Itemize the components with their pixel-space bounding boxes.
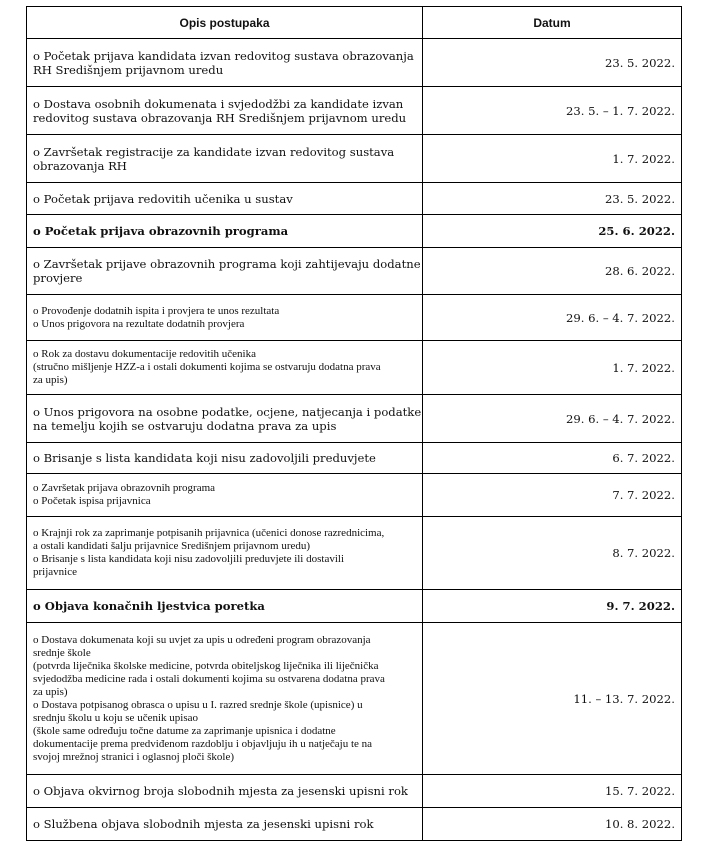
description-line: srednje škole (33, 646, 91, 659)
procedure-description (27, 590, 423, 623)
description-line: o Početak prijava obrazovnih programa (33, 224, 289, 238)
procedure-date: 7. 7. 2022. (423, 474, 682, 517)
description-line: o Unos prigovora na rezultate dodatnih provjera (33, 317, 245, 330)
description-line: RH Središnjem prijavnom uredu (33, 62, 224, 77)
table-row (27, 295, 682, 341)
procedure-date: 29. 6. – 4. 7. 2022. (423, 295, 682, 341)
table-row (27, 87, 682, 135)
description-line: o Završetak prijava obrazovnih programa (33, 482, 216, 494)
description-line: (stručno mišljenje HZZ-a i ostali dokumenti kojima se ostvaruju dodatna prava (33, 361, 381, 373)
description-line: o Dostava osobnih dokumenata i svjedodžbi za kandidate izvan (33, 96, 404, 111)
procedure-date: 15. 7. 2022. (423, 775, 682, 808)
table-row (27, 590, 682, 623)
description-line: o Rok za dostavu dokumentacije redovitih učenika (33, 348, 256, 360)
procedure-description (27, 39, 423, 87)
procedure-date: 8. 7. 2022. (423, 517, 682, 590)
procedure-date: 28. 6. 2022. (423, 248, 682, 295)
table-row (27, 443, 682, 474)
procedure-description (27, 775, 423, 808)
description-line: o Objava okvirnog broja slobodnih mjesta za jesenski upisni rok (33, 784, 408, 798)
description-line: svojoj mrežnoj stranici i oglasnoj ploči škole) (33, 750, 235, 763)
description-line: o Dostava potpisanog obrasca o upisu u I. razred srednje škole (upisnice) u (33, 698, 363, 711)
procedure-date: 9. 7. 2022. (423, 590, 682, 623)
procedure-date: 6. 7. 2022. (423, 443, 682, 474)
procedure-description (27, 395, 423, 443)
table-row (27, 623, 682, 775)
table-header (27, 7, 682, 39)
description-line: o Dostava dokumenata koji su uvjet za upis u određeni program obrazovanja (33, 633, 371, 646)
procedure-description (27, 248, 423, 295)
procedure-date: 29. 6. – 4. 7. 2022. (423, 395, 682, 443)
table-row (27, 775, 682, 808)
description-line: a ostali kandidati šalju prijavnice Središnjem prijavnom uredu) (33, 540, 311, 552)
procedure-date: 23. 5. – 1. 7. 2022. (423, 87, 682, 135)
table-row (27, 808, 682, 841)
description-line: za upis) (33, 374, 68, 386)
procedure-date: 11. – 13. 7. 2022. (423, 623, 682, 775)
header-description: Opis postupaka (27, 7, 423, 39)
procedure-date: 23. 5. 2022. (423, 183, 682, 215)
procedure-description (27, 295, 423, 341)
header-row (27, 7, 682, 39)
table-row (27, 517, 682, 590)
table-row (27, 248, 682, 295)
description-line: provjere (33, 271, 83, 285)
table-row (27, 341, 682, 395)
description-line: o Brisanje s lista kandidata koji nisu zadovoljili preduvjete ili dostavili (33, 553, 345, 565)
description-line: o Brisanje s lista kandidata koji nisu zadovoljili preduvjete (33, 451, 376, 465)
procedure-description (27, 87, 423, 135)
procedure-description (27, 623, 423, 775)
description-line: (škole same određuju točne datume za zaprimanje upisnica i dodatne (33, 724, 336, 737)
procedure-description (27, 474, 423, 517)
table-row (27, 215, 682, 248)
table-row (27, 39, 682, 87)
description-line: o Objava konačnih ljestvica poretka (33, 599, 265, 613)
description-line: o Početak ispisa prijavnica (33, 495, 151, 507)
procedure-description (27, 517, 423, 590)
description-line: redovitog sustava obrazovanja RH Središnjem prijavnom uredu (33, 110, 407, 125)
description-line: o Službena objava slobodnih mjesta za jesenski upisni rok (33, 817, 374, 831)
description-line: o Krajnji rok za zaprimanje potpisanih prijavnica (učenici donose razrednicima, (33, 527, 385, 539)
procedure-date: 10. 8. 2022. (423, 808, 682, 841)
header-date: Datum (423, 7, 682, 39)
procedure-description (27, 215, 423, 248)
description-line: za upis) (33, 685, 68, 698)
description-line: o Završetak prijave obrazovnih programa koji zahtijevaju dodatne (33, 257, 421, 271)
description-line: obrazovanja RH (33, 158, 127, 173)
procedure-date: 25. 6. 2022. (423, 215, 682, 248)
procedure-description (27, 183, 423, 215)
description-line: srednju školu u koju se učenik upisao (33, 711, 198, 724)
table-row (27, 183, 682, 215)
description-line: o Provođenje dodatnih ispita i provjera te unos rezultata (33, 304, 280, 317)
description-line: (potvrda liječnika školske medicine, potvrda obiteljskog liječnika ili liječnička (33, 659, 379, 672)
description-line: na temelju kojih se ostvaruju dodatna prava za upis (33, 418, 337, 433)
table-body (27, 39, 682, 841)
description-line: prijavnice (33, 566, 77, 578)
description-line: o Početak prijava kandidata izvan redovitog sustava obrazovanja (33, 48, 414, 63)
description-line: dokumentacije prema predviđenom razdoblju i objavljuju ih u natječaju te na (33, 737, 373, 750)
table-row (27, 395, 682, 443)
procedure-description (27, 443, 423, 474)
description-line: svjedodžba medicine rada i ostali dokumenti kojima su ostvarena dodatna prava (33, 672, 385, 685)
procedure-description (27, 135, 423, 183)
enrollment-schedule-table (26, 6, 682, 841)
description-line: o Završetak registracije za kandidate izvan redovitog sustava (33, 144, 395, 159)
procedure-description (27, 341, 423, 395)
procedure-date: 1. 7. 2022. (423, 135, 682, 183)
procedure-date: 1. 7. 2022. (423, 341, 682, 395)
procedure-date: 23. 5. 2022. (423, 39, 682, 87)
table-row (27, 135, 682, 183)
procedure-description (27, 808, 423, 841)
description-line: o Unos prigovora na osobne podatke, ocjene, natjecanja i podatke (33, 404, 422, 419)
description-line: o Početak prijava redovitih učenika u sustav (33, 191, 293, 206)
table-row (27, 474, 682, 517)
